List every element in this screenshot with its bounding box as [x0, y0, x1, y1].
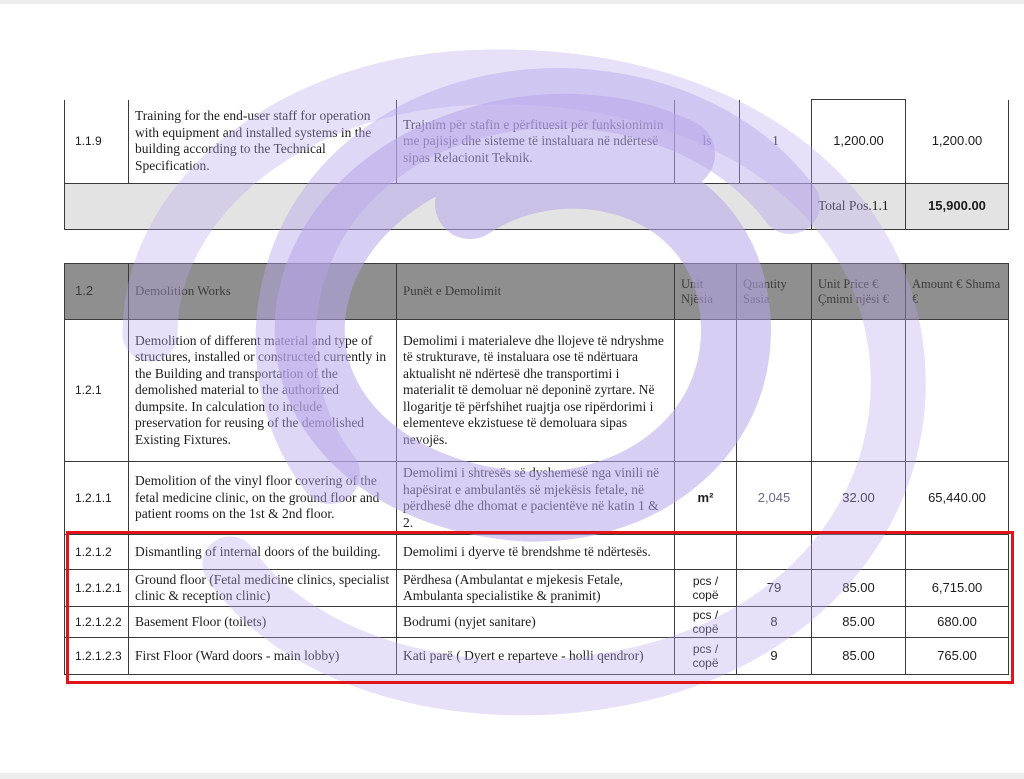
- item-unit: ls: [675, 100, 740, 184]
- item-code: 1.1.9: [65, 100, 129, 184]
- item-description-al: Përdhesa (Ambulantat e mjekesis Fetale, Ambulanta specialistike & pranimit): [397, 570, 675, 607]
- item-unit-price: 32.00: [812, 462, 906, 535]
- item-description-en: Dismantling of internal doors of the building.: [129, 535, 397, 570]
- item-quantity: [737, 320, 812, 462]
- item-description-al: Kati parë ( Dyert e reparteve - holli qendror): [397, 638, 675, 675]
- item-description-al: Bodrumi (nyjet sanitare): [397, 607, 675, 638]
- item-amount: [906, 320, 1009, 462]
- item-quantity: 9: [737, 638, 812, 675]
- item-quantity: 2,045: [737, 462, 812, 535]
- item-quantity: 79: [737, 570, 812, 607]
- header-al: Punët e Demolimit: [397, 264, 675, 320]
- table-row: [65, 462, 1009, 535]
- item-description-al: Demolimi i materialeve dhe llojeve të ndryshme të strukturave, të instaluara ose të ndërtuara aktualisht në ndërtesë dhe transportimi i materialit të demoluar në deponinë zyrtare. Në llogaritje të përfshihet ruajtja ose ripërdorimi i elementeve ekzistuese të demoluara sipas nevojës.: [397, 320, 675, 462]
- table-row: [65, 100, 1009, 184]
- item-code: 1.2.1.2.3: [65, 638, 129, 675]
- item-quantity: 1: [740, 100, 812, 184]
- total-amount: 15,900.00: [906, 184, 1009, 230]
- item-unit: pcs / copë: [675, 607, 737, 638]
- total-label: Total Pos.1.1: [812, 184, 906, 230]
- item-unit-price: 85.00: [812, 607, 906, 638]
- item-description-en: Training for the end-user staff for operation with equipment and installed systems in the building according to the Technical Specification.: [129, 100, 397, 184]
- item-code: 1.2.1.1: [65, 462, 129, 535]
- item-description-en: First Floor (Ward doors - main lobby): [129, 638, 397, 675]
- item-amount: 1,200.00: [906, 100, 1009, 184]
- item-description-en: Demolition of the vinyl floor covering of the fetal medicine clinic, on the ground floor and patient rooms on the 1st & 2nd floor.: [129, 462, 397, 535]
- item-code: 1.2.1.2.1: [65, 570, 129, 607]
- table-position-1-1: [64, 99, 1009, 230]
- item-unit-price: [812, 535, 906, 570]
- item-amount: 6,715.00: [906, 570, 1009, 607]
- table-row: [65, 607, 1009, 638]
- item-description-en: Ground floor (Fetal medicine clinics, specialist clinic & reception clinic): [129, 570, 397, 607]
- item-description-al: Demolimi i dyerve të brendshme të ndërtesës.: [397, 535, 675, 570]
- item-unit-price: 1,200.00: [812, 100, 906, 184]
- table-demolition-works: [64, 263, 1009, 675]
- header-unit: Unit Njësia: [675, 264, 737, 320]
- item-amount: 680.00: [906, 607, 1009, 638]
- item-code: 1.2.1: [65, 320, 129, 462]
- table-row: [65, 320, 1009, 462]
- item-amount: 765.00: [906, 638, 1009, 675]
- item-description-en: Demolition of different material and type of structures, installed or constructed currently in the Building and transportation of the demolished material to the authorized dumpsite. In calculation to include preservation for reusing of the demolished Existing Fixtures.: [129, 320, 397, 462]
- item-unit-price: [812, 320, 906, 462]
- table-row: [65, 638, 1009, 675]
- item-description-al: Trajnim për stafin e përfituesit për funksionimin me pajisje dhe sisteme të instaluara në ndërtesë sipas Relacionit Teknik.: [397, 100, 675, 184]
- item-unit: [675, 320, 737, 462]
- item-unit: pcs / copë: [675, 570, 737, 607]
- table-row: [65, 535, 1009, 570]
- document-page: [0, 4, 1024, 773]
- item-code: 1.2.1.2: [65, 535, 129, 570]
- item-unit: pcs / copë: [675, 638, 737, 675]
- header-code: 1.2: [65, 264, 129, 320]
- header-amount: Amount € Shuma €: [906, 264, 1009, 320]
- item-quantity: 8: [737, 607, 812, 638]
- header-quantity: Quantity Sasia: [737, 264, 812, 320]
- item-unit-price: 85.00: [812, 570, 906, 607]
- item-unit: m²: [675, 462, 737, 535]
- total-row: [65, 184, 1009, 230]
- item-code: 1.2.1.2.2: [65, 607, 129, 638]
- header-unit-price: Unit Price € Çmimi njësi €: [812, 264, 906, 320]
- table-row: [65, 570, 1009, 607]
- item-description-en: Basement Floor (toilets): [129, 607, 397, 638]
- item-amount: [906, 535, 1009, 570]
- header-en: Demolition Works: [129, 264, 397, 320]
- item-amount: 65,440.00: [906, 462, 1009, 535]
- total-row-spacer: [65, 184, 812, 230]
- item-unit: [675, 535, 737, 570]
- item-description-al: Demolimi i shtresës së dyshemesë nga vinili në hapësirat e ambulantës së mjekësis fetale, në përdhesë dhe dhomat e pacientëve në katin 1 & 2.: [397, 462, 675, 535]
- item-unit-price: 85.00: [812, 638, 906, 675]
- item-quantity: [737, 535, 812, 570]
- table-header-row: [65, 264, 1009, 320]
